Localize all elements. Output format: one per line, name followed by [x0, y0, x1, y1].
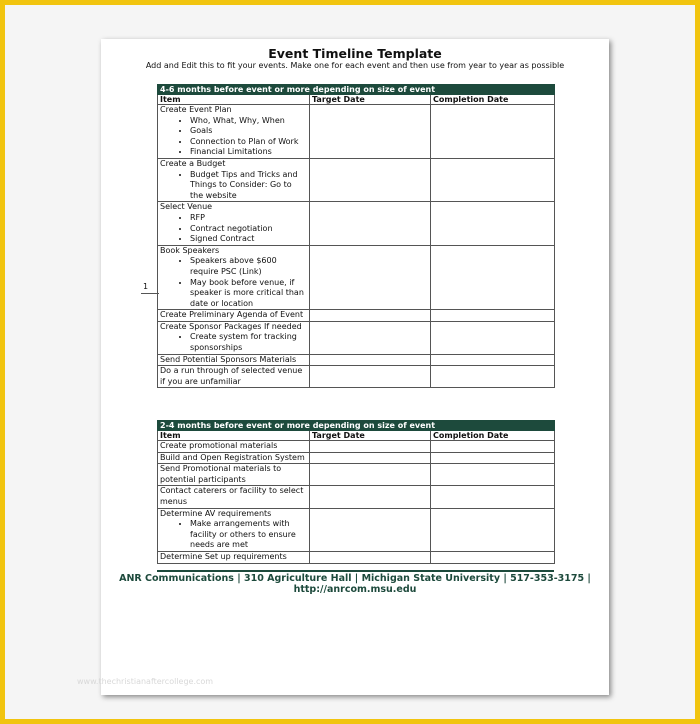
item-bullet-list — [160, 256, 307, 309]
item-label: Do a run through of selected venue if you are unfamiliar — [160, 366, 303, 386]
footer-rule — [157, 570, 554, 572]
watermark: www.thechristianaftercollege.com — [77, 677, 214, 686]
item-cell — [158, 202, 310, 245]
item-bullet: • Connection to Plan of Work — [190, 137, 307, 148]
footer-contact: ANR Communications | 310 Agriculture Hall | Michigan State University | 517-353-3175 | http://anrcom.msu.edu — [119, 573, 591, 595]
target-date-cell[interactable] — [310, 441, 431, 453]
completion-date-cell[interactable] — [431, 508, 555, 551]
document-subtitle: Add and Edit this to fit your events. Make one for each event and then use from year to year as possible — [145, 61, 565, 70]
document-title: Event Timeline Template — [268, 46, 442, 61]
item-bullet-list — [160, 170, 307, 202]
item-label: Create Event Plan — [160, 105, 232, 114]
column-header-completion-date: Completion Date — [431, 431, 555, 441]
target-date-cell[interactable] — [310, 245, 431, 310]
completion-date-cell[interactable] — [431, 441, 555, 453]
target-date-cell[interactable] — [310, 202, 431, 245]
item-bullet: • Create system for tracking sponsorships — [190, 332, 307, 353]
completion-date-cell[interactable] — [431, 486, 555, 508]
item-label: Book Speakers — [160, 245, 220, 255]
target-date-cell[interactable] — [310, 366, 431, 388]
item-cell — [158, 441, 310, 453]
item-bullet: • Who, What, Why, When — [190, 116, 307, 127]
table-row — [158, 310, 555, 322]
item-cell — [158, 310, 310, 322]
table-row — [158, 354, 555, 366]
item-cell — [158, 551, 310, 563]
completion-date-cell[interactable] — [431, 158, 555, 201]
item-label: Send Potential Sponsors Materials — [160, 354, 297, 364]
item-bullet-list — [160, 116, 307, 158]
target-date-cell[interactable] — [310, 551, 431, 563]
target-date-cell[interactable] — [310, 321, 431, 354]
target-date-cell[interactable] — [310, 464, 431, 486]
item-label: Determine Set up requirements — [160, 551, 287, 561]
target-date-cell[interactable] — [310, 158, 431, 201]
item-cell — [158, 366, 310, 388]
item-bullet: • Goals — [190, 126, 307, 137]
viewer-background — [5, 5, 695, 719]
table-row — [158, 441, 555, 453]
column-header-completion-date: Completion Date — [431, 95, 555, 105]
completion-date-cell[interactable] — [431, 551, 555, 563]
item-bullet: • Make arrangements with facility or others to ensure needs are met — [190, 519, 307, 551]
item-bullet: • Contract negotiation — [190, 224, 307, 235]
column-header-item: Item — [158, 431, 310, 441]
item-bullet: • Speakers above $600 require PSC (Link) — [190, 256, 307, 277]
column-header-target-date: Target Date — [310, 95, 431, 105]
item-label: Select Venue — [160, 202, 213, 212]
item-bullet-list — [160, 519, 307, 551]
item-cell — [158, 354, 310, 366]
timeline-table-section-2 — [157, 420, 555, 564]
table-row — [158, 508, 555, 551]
item-bullet: • RFP — [190, 213, 307, 224]
timeline-table-section-1 — [157, 84, 555, 388]
item-cell — [158, 486, 310, 508]
completion-date-cell[interactable] — [431, 105, 555, 159]
item-label: Send Promotional materials to potential participants — [160, 464, 282, 484]
item-label: Build and Open Registration System — [160, 452, 305, 462]
target-date-cell[interactable] — [310, 354, 431, 366]
margin-comment-number: 1 — [143, 282, 149, 291]
column-header-item: Item — [158, 95, 310, 105]
table-row — [158, 452, 555, 464]
table-row — [158, 105, 555, 159]
target-date-cell[interactable] — [310, 486, 431, 508]
table-row — [158, 321, 555, 354]
item-cell — [158, 508, 310, 551]
item-cell — [158, 158, 310, 201]
item-label: Determine AV requirements — [160, 508, 272, 518]
table-row — [158, 464, 555, 486]
table-row — [158, 366, 555, 388]
completion-date-cell[interactable] — [431, 321, 555, 354]
item-bullet: • Signed Contract — [190, 234, 307, 245]
item-bullet: • Budget Tips and Tricks and Things to Consider: Go to the website — [190, 170, 307, 202]
target-date-cell[interactable] — [310, 105, 431, 159]
completion-date-cell[interactable] — [431, 464, 555, 486]
item-bullet-list — [160, 332, 307, 353]
target-date-cell[interactable] — [310, 508, 431, 551]
completion-date-cell[interactable] — [431, 452, 555, 464]
table-row — [158, 486, 555, 508]
section-heading: 2-4 months before event or more depending on size of event — [158, 421, 555, 431]
item-cell — [158, 105, 310, 159]
item-cell — [158, 245, 310, 310]
item-cell — [158, 464, 310, 486]
section-heading: 4-6 months before event or more depending on size of event — [158, 85, 555, 95]
item-bullet: • May book before venue, if speaker is more critical than date or location — [190, 278, 307, 310]
item-label: Create Sponsor Packages If needed — [160, 321, 302, 331]
item-cell — [158, 452, 310, 464]
completion-date-cell[interactable] — [431, 202, 555, 245]
item-bullet: • Financial Limitations — [190, 147, 307, 158]
completion-date-cell[interactable] — [431, 354, 555, 366]
target-date-cell[interactable] — [310, 310, 431, 322]
completion-date-cell[interactable] — [431, 366, 555, 388]
item-label: Create Preliminary Agenda of Event — [160, 310, 304, 320]
completion-date-cell[interactable] — [431, 310, 555, 322]
completion-date-cell[interactable] — [431, 245, 555, 310]
column-header-target-date: Target Date — [310, 431, 431, 441]
table-row — [158, 245, 555, 310]
document-page — [101, 39, 609, 695]
item-cell — [158, 321, 310, 354]
item-label: Create promotional materials — [160, 441, 278, 450]
table-row — [158, 551, 555, 563]
item-bullet-list — [160, 213, 307, 245]
table-row — [158, 158, 555, 201]
table-row — [158, 202, 555, 245]
item-label: Create a Budget — [160, 158, 226, 168]
item-label: Contact caterers or facility to select menus — [160, 486, 304, 506]
target-date-cell[interactable] — [310, 452, 431, 464]
